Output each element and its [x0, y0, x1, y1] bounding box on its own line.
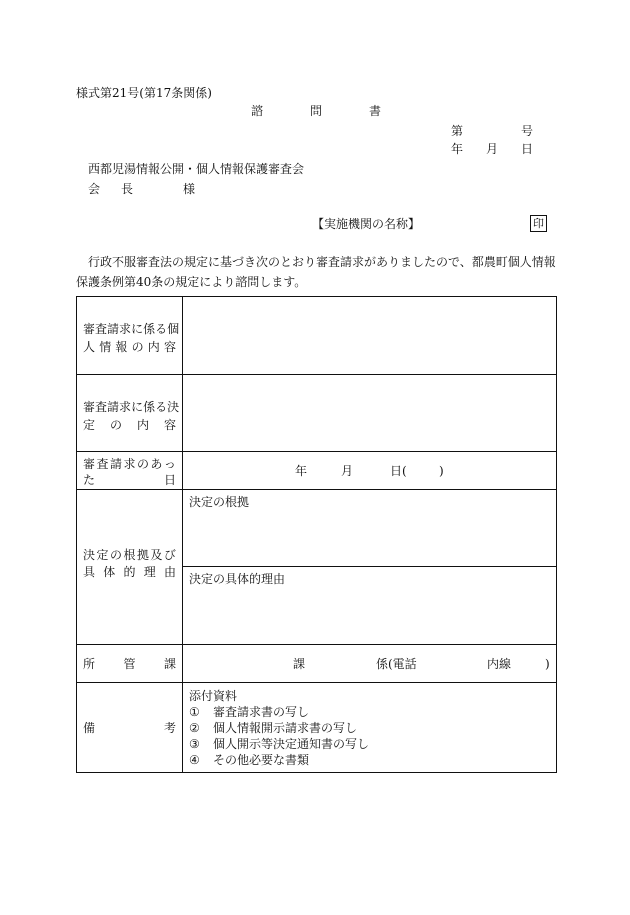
value-request-date[interactable]: 年 月 日( )	[295, 464, 444, 478]
body-text-line-1: 行政不服審査法の規定に基づき次のとおり審査請求がありましたので、都農町個人情報	[88, 255, 556, 269]
row-department	[77, 645, 556, 683]
label-request-date: 審 査 請 求 の あ っ た 日	[77, 452, 183, 489]
row-request-date	[77, 452, 556, 490]
agency-name-label: 【実施機関の名称】	[312, 217, 421, 231]
document-title: 諮 問 書	[251, 104, 381, 118]
council-name: 西都児湯情報公開・個人情報保護審査会	[88, 162, 305, 176]
row-personal-info	[77, 297, 556, 375]
attachment-item: ① 審査請求書の写し	[189, 705, 310, 719]
label-decision-content: 審 査 請 求 に 係 る 決 定 の 内 容	[77, 375, 183, 451]
value-department[interactable]: 課 係(電話 内線 )	[293, 657, 550, 671]
label-remarks: 備 考	[77, 683, 183, 772]
row-decision-content	[77, 375, 556, 452]
consultation-form-table	[76, 296, 557, 773]
value-decision-basis	[183, 490, 556, 644]
attachments-heading: 添付資料	[189, 689, 238, 703]
label-personal-info: 審 査 請 求 に 係 る 個 人 情 報 の 内 容	[77, 297, 183, 374]
label-decision-basis: 決 定 の 根 拠 及 び 具 体 的 理 由	[77, 490, 183, 644]
attachment-item: ② 個人情報開示請求書の写し	[189, 721, 358, 735]
value-remarks	[183, 683, 556, 772]
attachment-item: ③ 個人開示等決定通知書の写し	[189, 737, 370, 751]
row-remarks	[77, 683, 556, 772]
value-decision-content[interactable]	[183, 375, 556, 451]
form-number: 様式第21号(第17条関係)	[76, 86, 212, 100]
document-date: 年 月 日	[451, 142, 533, 156]
body-text-line-2: 保護条例第40条の規定により諮問します。	[76, 275, 307, 289]
document-number: 第 号	[451, 124, 533, 138]
row-decision-basis	[77, 490, 556, 645]
decision-basis-field[interactable]: 決定の根拠	[183, 490, 556, 567]
attachment-item: ④ その他必要な書類	[189, 753, 310, 767]
label-department: 所 管 課	[77, 645, 183, 682]
value-personal-info[interactable]	[183, 297, 556, 374]
seal-mark: 印	[530, 215, 547, 232]
decision-reason-field[interactable]: 決定の具体的理由	[189, 572, 286, 586]
